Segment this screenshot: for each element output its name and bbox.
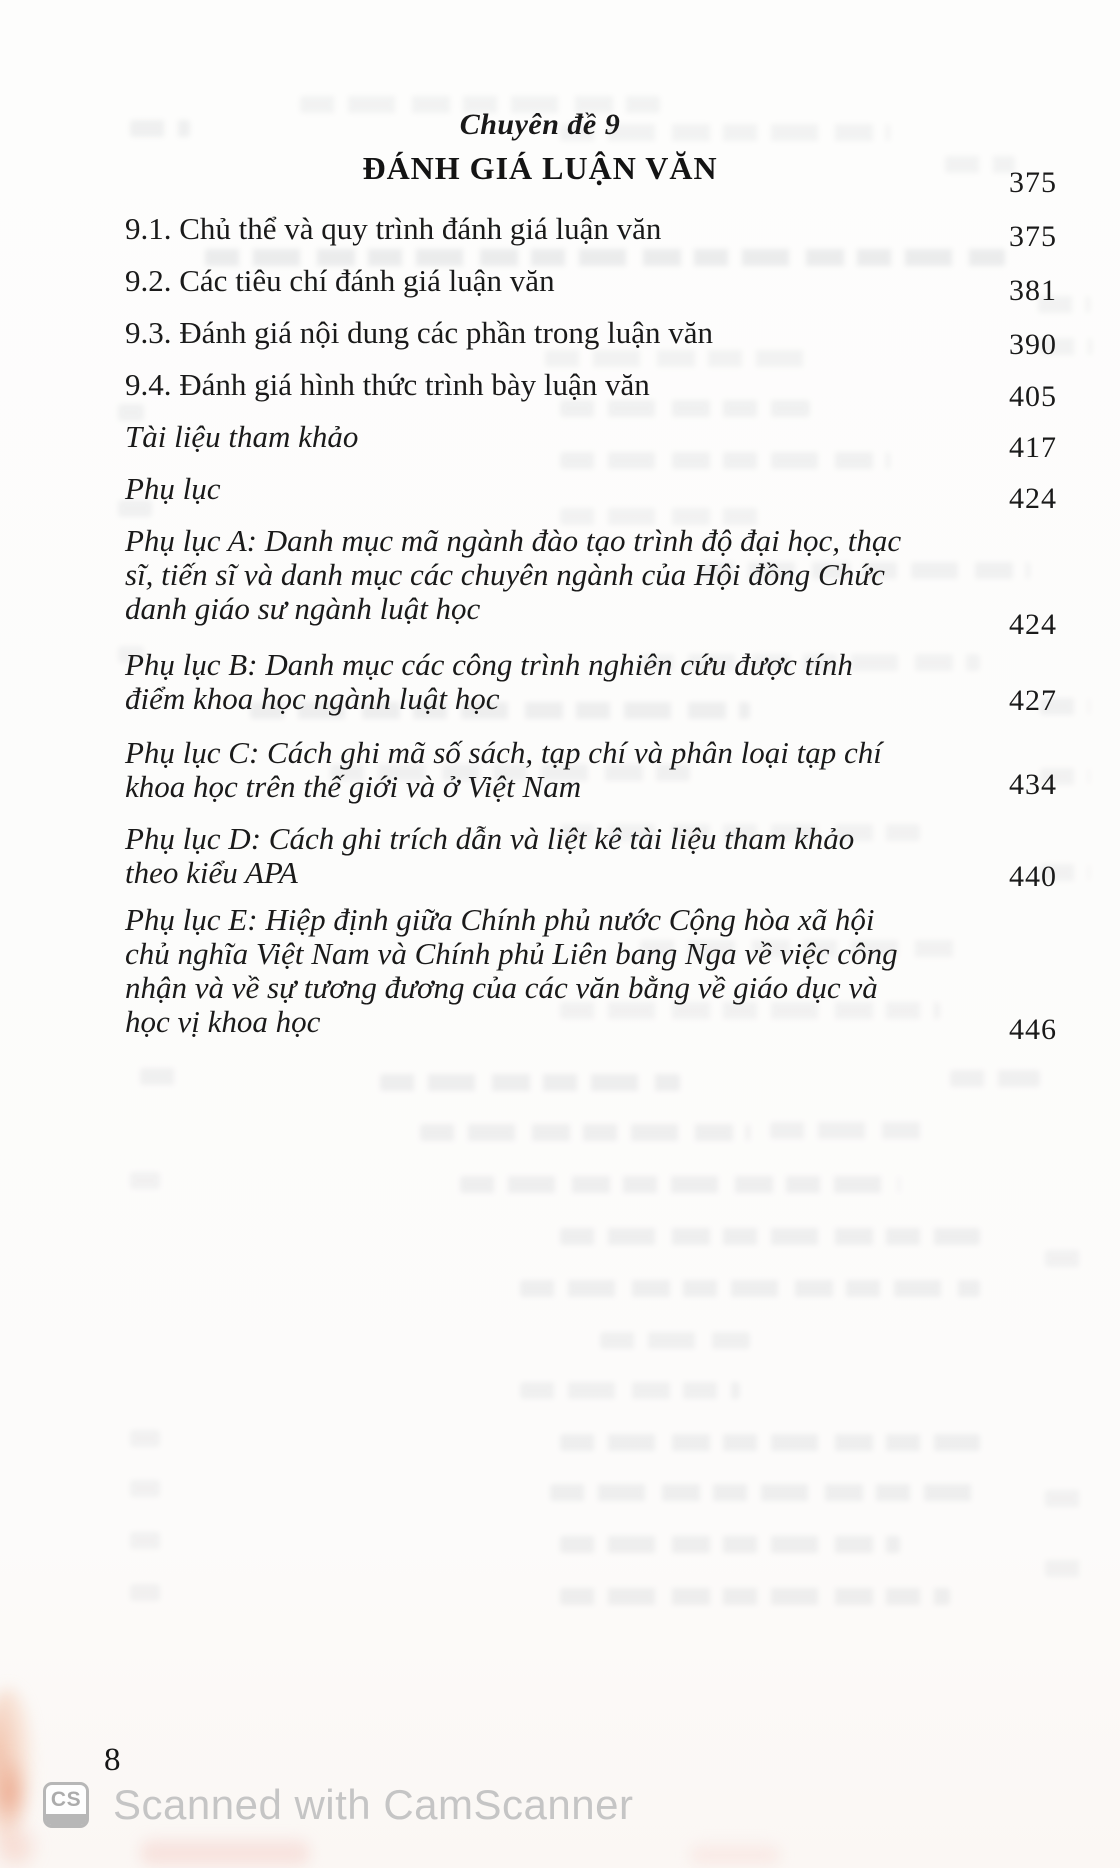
bleedthrough-ghost-line — [560, 1434, 980, 1451]
toc-entry-line: danh giáo sư ngành luật học — [125, 591, 481, 626]
toc-entry-line: Phụ lục C: Cách ghi mã số sách, tạp chí và phân loại tạp chí — [125, 735, 882, 770]
toc-entry-line: 9.1. Chủ thể và quy trình đánh giá luận văn — [125, 211, 662, 246]
toc-entry — [125, 903, 970, 1039]
chapter-label: Chuyên đề 9 — [459, 108, 621, 141]
toc-entry-line: học vị khoa học — [125, 1004, 321, 1039]
chapter-title: ĐÁNH GIÁ LUẬN VĂN — [362, 150, 718, 186]
camscanner-watermark: Scanned with CamScanner — [113, 1781, 634, 1828]
toc-page-number: 405 — [1009, 380, 1057, 413]
toc-entry-line: 9.2. Các tiêu chí đánh giá luận văn — [125, 263, 555, 298]
toc-entry — [125, 822, 970, 890]
bleedthrough-ghost-line — [130, 1430, 160, 1447]
bleedthrough-ghost-line — [420, 1124, 750, 1141]
bleedthrough-ghost-line — [1045, 1250, 1090, 1267]
toc-entry — [125, 420, 970, 454]
bleedthrough-ghost-line — [130, 1584, 160, 1601]
toc-entry-line: Phụ lục E: Hiệp định giữa Chính phủ nước Cộng hòa xã hội — [125, 902, 875, 937]
toc-entry — [125, 264, 970, 298]
toc-page-number: 434 — [1009, 768, 1057, 801]
toc-entry — [125, 472, 970, 506]
bleedthrough-ghost-line — [550, 1484, 980, 1501]
bleedthrough-ghost-line — [520, 1280, 980, 1297]
bleedthrough-ghost-line — [460, 1176, 900, 1193]
toc-page-number: 424 — [1009, 482, 1057, 515]
bleedthrough-ghost-line — [560, 400, 810, 417]
bleedthrough-ghost-line — [130, 1532, 160, 1549]
toc-entry-line: 9.4. Đánh giá hình thức trình bày luận văn — [125, 367, 650, 402]
toc-entry-line: chủ nghĩa Việt Nam và Chính phủ Liên bang Nga về việc công — [125, 936, 898, 971]
toc-entry — [125, 316, 970, 350]
bleedthrough-ghost-line — [130, 1480, 160, 1497]
bleedthrough-ghost-line — [560, 1536, 900, 1553]
scan-smudge — [690, 1845, 780, 1865]
toc-page-number: 440 — [1009, 860, 1057, 893]
toc-entry — [125, 368, 970, 402]
toc-entry-line: Tài liệu tham khảo — [125, 419, 359, 454]
toc-entry-line: sĩ, tiến sĩ và danh mục các chuyên ngành của Hội đồng Chức — [125, 557, 885, 592]
bleedthrough-ghost-line — [950, 1070, 1040, 1087]
bleedthrough-ghost-line — [130, 1172, 160, 1189]
toc-entry-line: Phụ lục A: Danh mục mã ngành đào tạo trình độ đại học, thạc — [125, 523, 902, 558]
bleedthrough-ghost-line — [560, 1228, 980, 1245]
toc-entry-line: nhận và về sự tương đương của các văn bằng về giáo dục và — [125, 970, 878, 1005]
toc-page-number: 390 — [1009, 328, 1057, 361]
toc-entry-line: khoa học trên thế giới và ở Việt Nam — [125, 769, 582, 804]
bleedthrough-ghost-line — [545, 350, 805, 367]
bleedthrough-ghost-line — [1045, 1560, 1090, 1577]
scan-smudge — [140, 1840, 310, 1866]
toc-entry-line: 9.3. Đánh giá nội dung các phần trong luận văn — [125, 315, 713, 350]
toc-entry — [125, 212, 970, 246]
bleedthrough-ghost-line — [600, 1332, 750, 1349]
toc-entry-line: theo kiểu APA — [125, 855, 298, 890]
bleedthrough-ghost-line — [560, 1588, 950, 1605]
toc-entry-line: Phụ lục — [125, 471, 221, 506]
toc-entry — [125, 736, 970, 804]
toc-page-number: 417 — [1009, 431, 1057, 464]
toc-entry — [125, 524, 970, 626]
toc-entry-line: Phụ lục D: Cách ghi trích dẫn và liệt kê tài liệu tham khảo — [125, 821, 855, 856]
bleedthrough-ghost-line — [380, 1074, 680, 1091]
toc-page-number: 424 — [1009, 608, 1057, 641]
toc-page-number: 381 — [1009, 274, 1057, 307]
toc-entry — [125, 648, 970, 716]
bleedthrough-ghost-line — [520, 1382, 740, 1399]
bleedthrough-ghost-line — [560, 452, 890, 469]
camscanner-logo-icon — [43, 1782, 89, 1828]
chapter-page-number: 375 — [1009, 166, 1057, 199]
toc-page-number: 446 — [1009, 1013, 1057, 1046]
book-page-number: 8 — [104, 1742, 121, 1778]
camscanner-logo-letters: CS — [50, 1788, 82, 1811]
toc-page-number: 427 — [1009, 684, 1057, 717]
bleedthrough-ghost-line — [140, 1068, 180, 1085]
bleedthrough-ghost-line — [1045, 1490, 1090, 1507]
toc-page-number: 375 — [1009, 220, 1057, 253]
toc-entry-line: điểm khoa học ngành luật học — [125, 681, 500, 716]
camscanner-logo-base — [46, 1814, 86, 1825]
toc-entry-line: Phụ lục B: Danh mục các công trình nghiên cứu được tính — [125, 647, 853, 682]
bleedthrough-ghost-line — [770, 1122, 930, 1139]
